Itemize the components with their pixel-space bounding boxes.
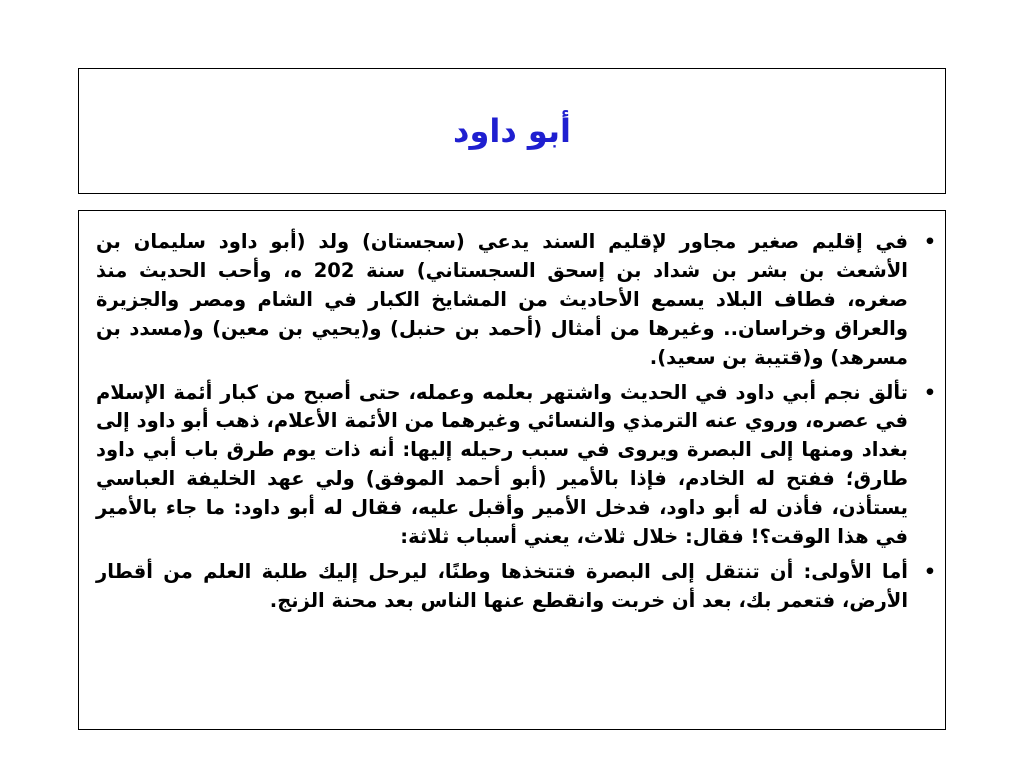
title-placeholder <box>78 68 946 194</box>
bullet-text: في إقليم صغير مجاور لإقليم السند يدعي (سجستان) ولد (أبو داود سليمان بن الأشعث بن بشر بن شداد بن إسحق السجستاني) سنة 202 ه، وأحب الحديث منذ صغره، فطاف البلاد يسمع الأحاديث من المشايخ الكبار في الشام ومصر والجزيرة والعراق وخراسان.. وغيرها من أمثال (أحمد بن حنبل) و(يحيي بن معين) و(مسدد بن مسرهد) و(قتيبة بن سعيد). <box>96 230 908 369</box>
bullet-item <box>96 228 942 373</box>
bullet-dot-icon: • <box>923 381 936 404</box>
bullet-dot-icon: • <box>923 560 936 583</box>
bullet-item <box>96 558 942 616</box>
bullet-list <box>96 228 942 622</box>
slide-title: أبو داود <box>453 112 571 150</box>
bullet-item <box>96 379 942 552</box>
bullet-dot-icon: • <box>923 231 936 253</box>
bullet-text: أما الأولى: أن تنتقل إلى البصرة فتتخذها وطنًا، ليرحل إليك طلبة العلم من أقطار الأرض، فتعمر بك، بعد أن خربت وانقطع عنها الناس بعد محنة الزنج. <box>96 559 908 612</box>
bullet-text: تألق نجم أبي داود في الحديث واشتهر بعلمه وعمله، حتى أصبح من كبار أئمة الإسلام في عصره، وروي عنه الترمذي والنسائي وغيرهما من الأئمة الأعلام، ذهب أبو داود إلى بغداد ومنها إلى البصرة ويروى في سبب رحيله إليها: أنه ذات يوم طرق باب أبي داود طارق؛ ففتح له الخادم، فإذا بالأمير (أبو أحمد الموفق) ولي عهد الخليفة العباسي يستأذن، فأذن له أبو داود، فدخل الأمير وأقبل عليه، فقال له أبو داود: ما جاء بالأمير في هذا الوقت؟! فقال: خلال ثلاث، يعني أسباب ثلاثة: <box>96 380 908 549</box>
